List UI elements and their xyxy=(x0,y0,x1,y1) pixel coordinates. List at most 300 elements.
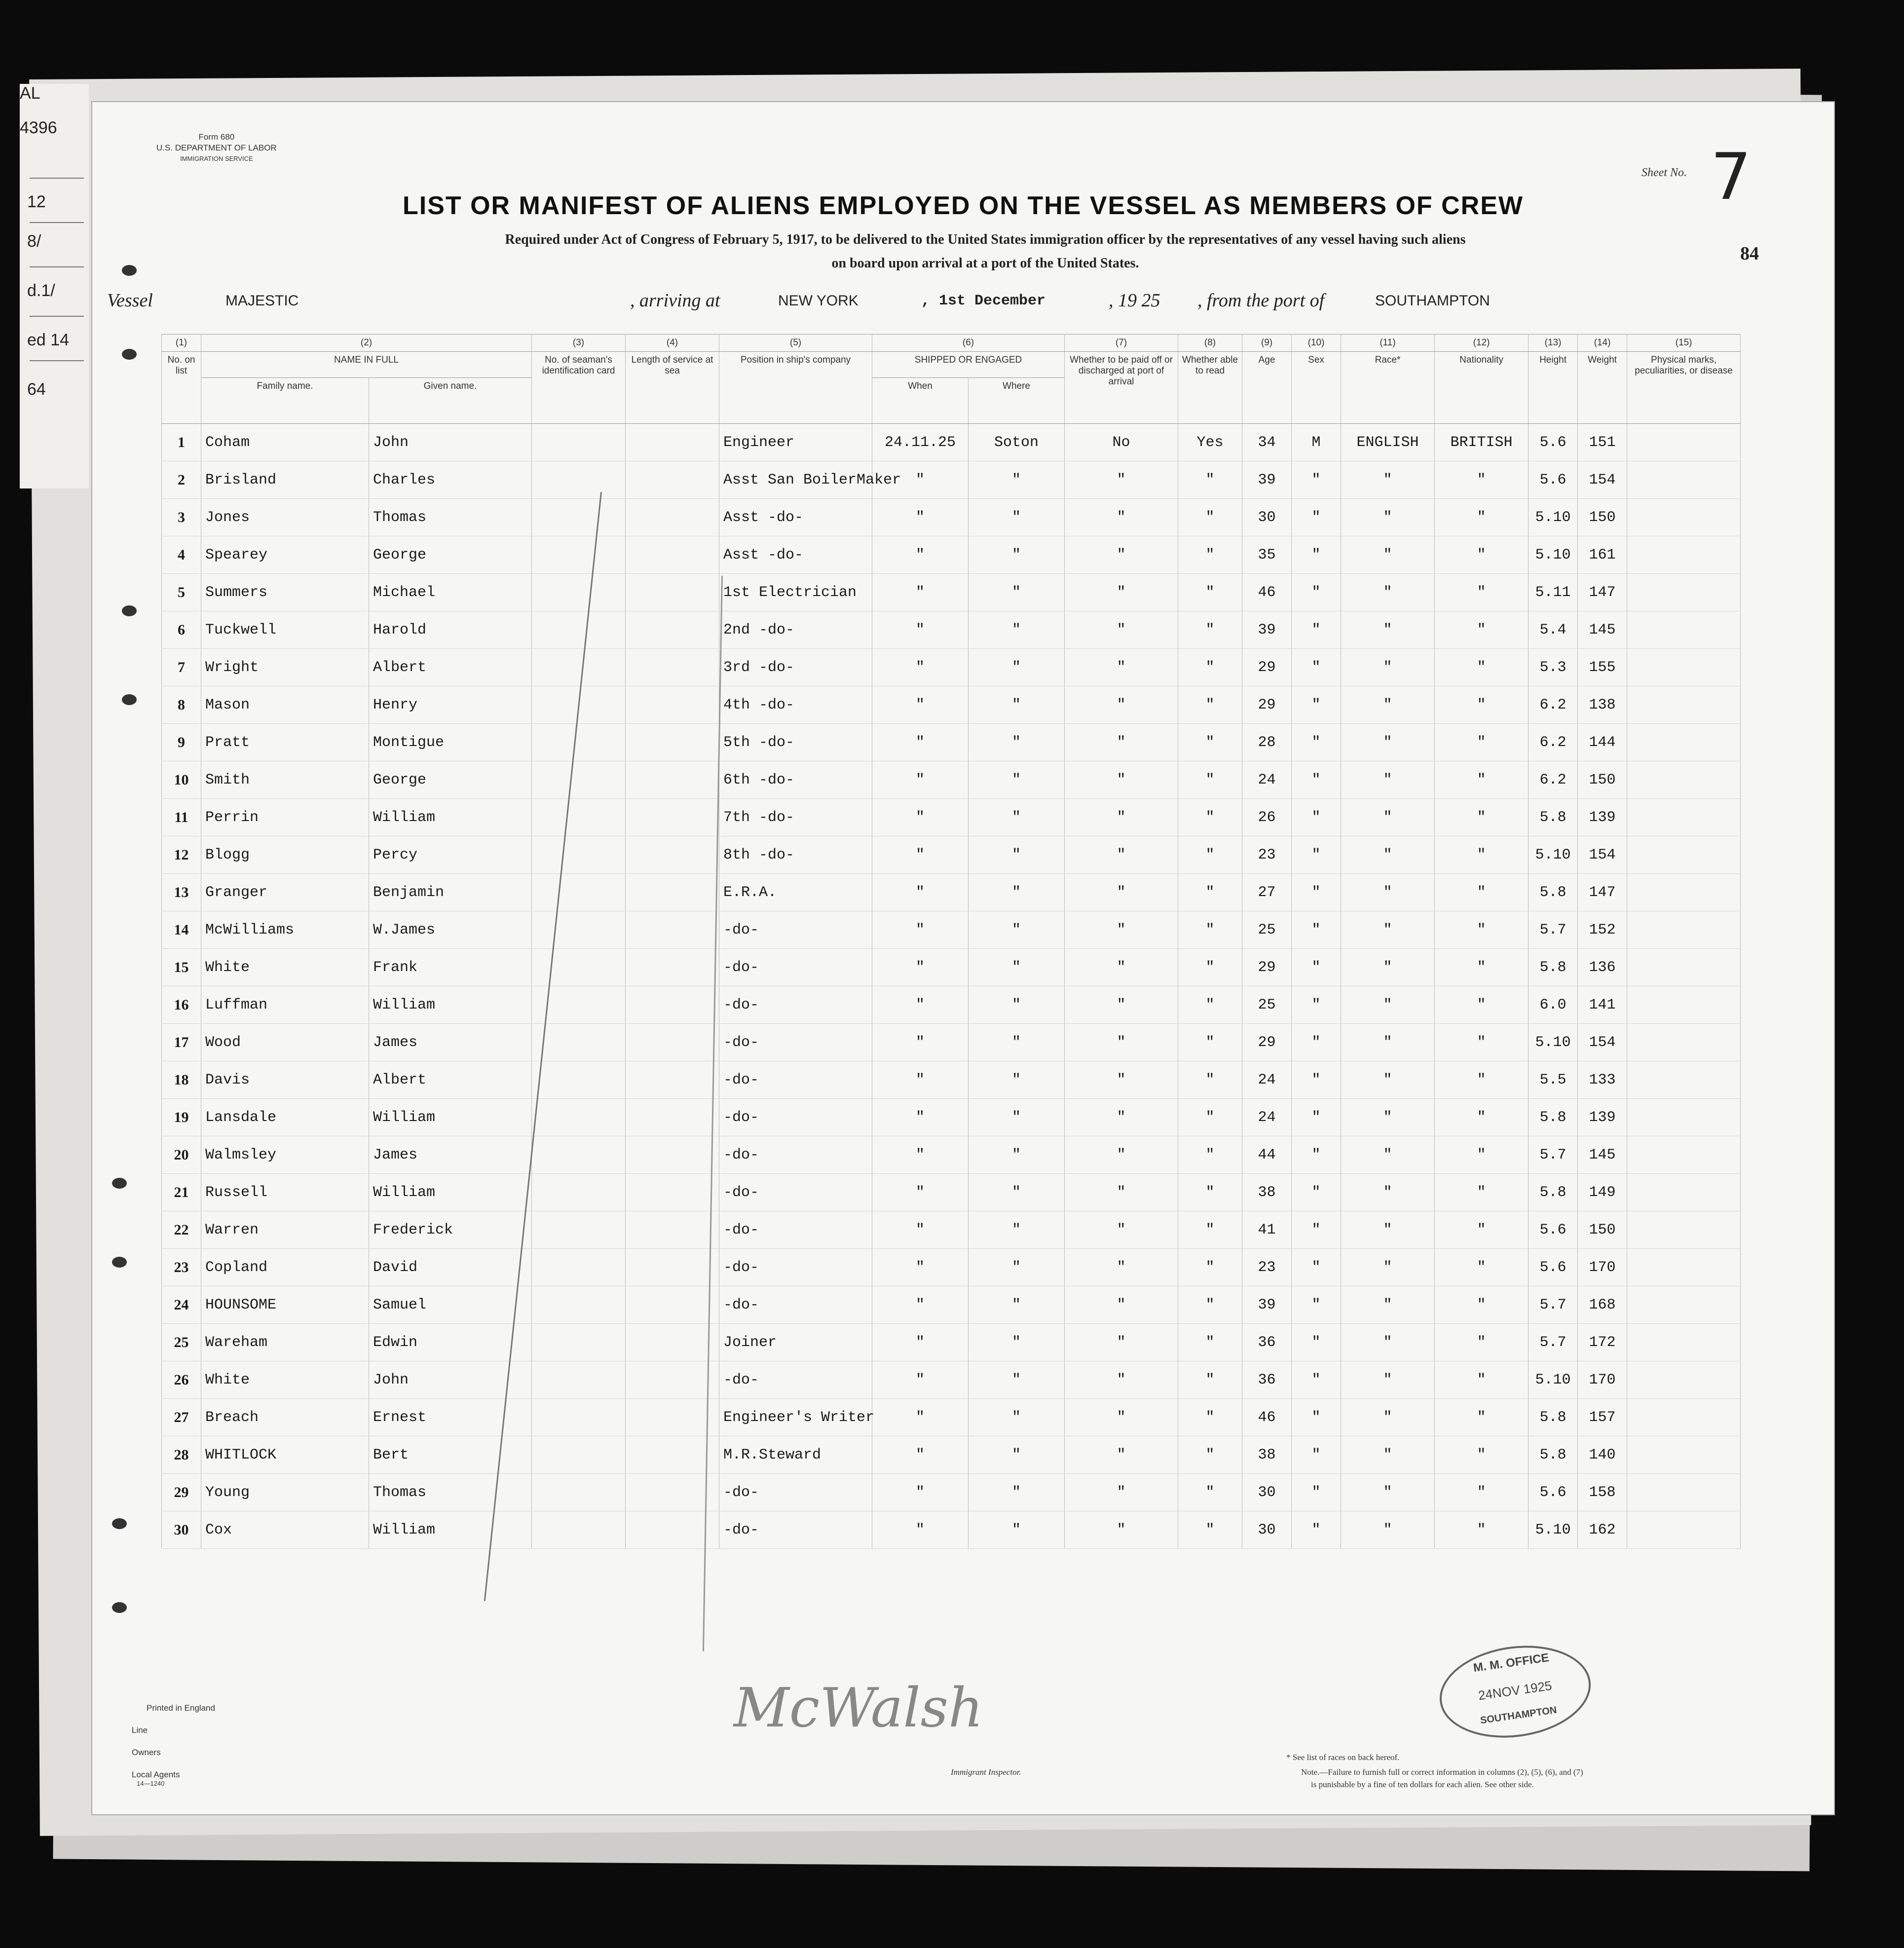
cell-when: " xyxy=(872,461,969,499)
cell-id-card xyxy=(532,1249,626,1286)
cell-nationality: " xyxy=(1435,574,1529,611)
cell-where: " xyxy=(969,911,1065,949)
cell-sex: " xyxy=(1292,874,1341,911)
table-row xyxy=(162,1399,1741,1436)
cell-given: Samuel xyxy=(369,1286,532,1324)
cell-position: 1st Electrician xyxy=(719,574,872,611)
cell-family: McWilliams xyxy=(201,911,369,949)
cell-length xyxy=(626,761,719,799)
cell-when: " xyxy=(872,536,969,574)
edge-text: 4396 xyxy=(20,118,57,137)
cell-length xyxy=(626,986,719,1024)
cell-when: " xyxy=(872,1399,969,1436)
cell-sex: " xyxy=(1292,724,1341,761)
subtitle-line-1: Required under Act of Congress of February 5, 1917, to be delivered to the United States immigration officer by the representatives of any vessel having such aliens xyxy=(505,232,1466,247)
cell-marks xyxy=(1627,761,1741,799)
cell-family: Spearey xyxy=(201,536,369,574)
cell-where: " xyxy=(969,836,1065,874)
cell-no: 21 xyxy=(162,1174,201,1211)
cell-position: -do- xyxy=(719,1361,872,1399)
cell-age: 38 xyxy=(1242,1436,1292,1474)
cell-paid: " xyxy=(1065,1511,1178,1549)
cell-paid: " xyxy=(1065,536,1178,574)
cell-family: Summers xyxy=(201,574,369,611)
cell-length xyxy=(626,611,719,649)
cell-where: " xyxy=(969,1324,1065,1361)
binding-hole xyxy=(112,1518,127,1529)
cell-given: Thomas xyxy=(369,499,532,536)
cell-race: " xyxy=(1341,1099,1435,1136)
cell-paid: " xyxy=(1065,724,1178,761)
cell-sex: M xyxy=(1292,424,1341,461)
cell-family: Russell xyxy=(201,1174,369,1211)
cell-nationality: " xyxy=(1435,1024,1529,1061)
service: IMMIGRATION SERVICE xyxy=(180,155,253,162)
cell-paid: " xyxy=(1065,611,1178,649)
cell-id-card xyxy=(532,911,626,949)
cell-nationality: BRITISH xyxy=(1435,424,1529,461)
cell-weight: 151 xyxy=(1578,424,1627,461)
cell-sex: " xyxy=(1292,574,1341,611)
table-row xyxy=(162,761,1741,799)
cell-weight: 154 xyxy=(1578,836,1627,874)
cell-when: " xyxy=(872,1361,969,1399)
cell-no: 16 xyxy=(162,986,201,1024)
cell-height: 5.8 xyxy=(1529,1399,1578,1436)
cell-marks xyxy=(1627,949,1741,986)
cell-paid: " xyxy=(1065,574,1178,611)
cell-height: 5.10 xyxy=(1529,836,1578,874)
header-given: Given name. xyxy=(369,378,532,424)
table-row xyxy=(162,1361,1741,1399)
cell-family: White xyxy=(201,949,369,986)
cell-when: " xyxy=(872,649,969,686)
cell-paid: " xyxy=(1065,1399,1178,1436)
cell-age: 30 xyxy=(1242,499,1292,536)
cell-height: 5.8 xyxy=(1529,1099,1578,1136)
cell-no: 20 xyxy=(162,1136,201,1174)
cell-no: 27 xyxy=(162,1399,201,1436)
table-row xyxy=(162,1211,1741,1249)
table-row xyxy=(162,611,1741,649)
cell-no: 8 xyxy=(162,686,201,724)
cell-length xyxy=(626,1399,719,1436)
cell-weight: 170 xyxy=(1578,1361,1627,1399)
cell-no: 29 xyxy=(162,1474,201,1511)
cell-when: " xyxy=(872,574,969,611)
cell-given: William xyxy=(369,1174,532,1211)
cell-where: " xyxy=(969,761,1065,799)
table-row xyxy=(162,1061,1741,1099)
cell-race: " xyxy=(1341,1061,1435,1099)
cell-where: " xyxy=(969,686,1065,724)
cell-sex: " xyxy=(1292,1136,1341,1174)
cell-when: " xyxy=(872,1249,969,1286)
arrival-year: , 19 25 xyxy=(1109,290,1160,311)
cell-length xyxy=(626,724,719,761)
cell-age: 26 xyxy=(1242,799,1292,836)
cell-when: " xyxy=(872,1024,969,1061)
cell-sex: " xyxy=(1292,1474,1341,1511)
cell-sex: " xyxy=(1292,761,1341,799)
cell-age: 29 xyxy=(1242,1024,1292,1061)
cell-read: " xyxy=(1178,799,1242,836)
binding-hole xyxy=(122,605,137,616)
cell-age: 25 xyxy=(1242,986,1292,1024)
cell-paid: " xyxy=(1065,1099,1178,1136)
cell-nationality: " xyxy=(1435,686,1529,724)
subtitle-line-2: on board upon arrival at a port of the United States. xyxy=(831,256,1139,271)
cell-read: " xyxy=(1178,874,1242,911)
header-family: Family name. xyxy=(201,378,369,424)
header-sex: Sex xyxy=(1292,352,1341,424)
cell-paid: " xyxy=(1065,986,1178,1024)
cell-weight: 152 xyxy=(1578,911,1627,949)
cell-position: 4th -do- xyxy=(719,686,872,724)
cell-id-card xyxy=(532,536,626,574)
cell-family: Davis xyxy=(201,1061,369,1099)
cell-where: " xyxy=(969,1399,1065,1436)
cell-marks xyxy=(1627,1286,1741,1324)
page-title: LIST OR MANIFEST OF ALIENS EMPLOYED ON THE VESSEL AS MEMBERS OF CREW xyxy=(403,191,1524,220)
cell-no: 13 xyxy=(162,874,201,911)
cell-marks xyxy=(1627,1511,1741,1549)
cell-when: " xyxy=(872,499,969,536)
vessel-name: MAJESTIC xyxy=(225,293,299,309)
cell-nationality: " xyxy=(1435,649,1529,686)
cell-when: " xyxy=(872,1474,969,1511)
cell-paid: " xyxy=(1065,1436,1178,1474)
cell-id-card xyxy=(532,1474,626,1511)
cell-weight: 136 xyxy=(1578,949,1627,986)
cell-family: Lansdale xyxy=(201,1099,369,1136)
table-row xyxy=(162,949,1741,986)
cell-age: 35 xyxy=(1242,536,1292,574)
cell-paid: " xyxy=(1065,1174,1178,1211)
cell-length xyxy=(626,1099,719,1136)
table-row xyxy=(162,1286,1741,1324)
cell-height: 5.4 xyxy=(1529,611,1578,649)
header-shipped: SHIPPED OR ENGAGED xyxy=(872,352,1065,378)
cell-when: " xyxy=(872,1061,969,1099)
cell-where: " xyxy=(969,1136,1065,1174)
header-where: Where xyxy=(969,378,1065,424)
header-id-card: No. of seaman's identification card xyxy=(532,352,626,424)
cell-position: -do- xyxy=(719,1211,872,1249)
cell-weight: 168 xyxy=(1578,1286,1627,1324)
cell-id-card xyxy=(532,1361,626,1399)
cell-age: 27 xyxy=(1242,874,1292,911)
cell-race: " xyxy=(1341,1324,1435,1361)
cell-nationality: " xyxy=(1435,799,1529,836)
arrival-port: NEW YORK xyxy=(778,293,859,309)
cell-age: 23 xyxy=(1242,836,1292,874)
cell-sex: " xyxy=(1292,799,1341,836)
cell-read: " xyxy=(1178,686,1242,724)
cell-position: Asst San BoilerMaker xyxy=(719,461,872,499)
cell-when: " xyxy=(872,761,969,799)
cell-height: 5.6 xyxy=(1529,1249,1578,1286)
cell-position: -do- xyxy=(719,911,872,949)
col-number: (13) xyxy=(1529,335,1578,352)
agents-code: 14—1240 xyxy=(137,1780,165,1787)
table-row xyxy=(162,1324,1741,1361)
binding-hole xyxy=(122,265,137,276)
cell-position: -do- xyxy=(719,1249,872,1286)
cell-where: Soton xyxy=(969,424,1065,461)
arriving-label: , arriving at xyxy=(630,290,720,311)
cell-nationality: " xyxy=(1435,1099,1529,1136)
cell-marks xyxy=(1627,1099,1741,1136)
cell-marks xyxy=(1627,1399,1741,1436)
cell-where: " xyxy=(969,611,1065,649)
cell-when: " xyxy=(872,799,969,836)
cell-age: 36 xyxy=(1242,1361,1292,1399)
cell-when: " xyxy=(872,1286,969,1324)
cell-id-card xyxy=(532,1174,626,1211)
cell-marks xyxy=(1627,424,1741,461)
cell-age: 38 xyxy=(1242,1174,1292,1211)
cell-id-card xyxy=(532,574,626,611)
cell-read: " xyxy=(1178,1474,1242,1511)
cell-weight: 139 xyxy=(1578,799,1627,836)
cell-length xyxy=(626,424,719,461)
table-row xyxy=(162,424,1741,461)
cell-when: " xyxy=(872,686,969,724)
inspector-signature: McWalsh xyxy=(734,1676,983,1739)
cell-read: " xyxy=(1178,1511,1242,1549)
cell-length xyxy=(626,1286,719,1324)
cell-no: 22 xyxy=(162,1211,201,1249)
cell-read: " xyxy=(1178,761,1242,799)
cell-family: Mason xyxy=(201,686,369,724)
cell-length xyxy=(626,536,719,574)
cell-paid: " xyxy=(1065,1324,1178,1361)
cell-height: 5.6 xyxy=(1529,424,1578,461)
form-number: Form 680 xyxy=(198,132,235,142)
cell-id-card xyxy=(532,424,626,461)
cell-paid: " xyxy=(1065,874,1178,911)
cell-no: 11 xyxy=(162,799,201,836)
cell-where: " xyxy=(969,949,1065,986)
cell-paid: " xyxy=(1065,1249,1178,1286)
cell-where: " xyxy=(969,1286,1065,1324)
cell-where: " xyxy=(969,461,1065,499)
cell-height: 5.7 xyxy=(1529,911,1578,949)
cell-sex: " xyxy=(1292,1511,1341,1549)
cell-height: 5.7 xyxy=(1529,1286,1578,1324)
cell-position: Asst -do- xyxy=(719,536,872,574)
cell-position: -do- xyxy=(719,1511,872,1549)
cell-where: " xyxy=(969,574,1065,611)
cell-paid: " xyxy=(1065,1136,1178,1174)
cell-id-card xyxy=(532,836,626,874)
from-label: , from the port of xyxy=(1197,290,1325,311)
sheet-label: Sheet No. xyxy=(1642,166,1687,179)
cell-length xyxy=(626,499,719,536)
subtitle xyxy=(319,228,1651,275)
cell-nationality: " xyxy=(1435,1324,1529,1361)
cell-sex: " xyxy=(1292,949,1341,986)
cell-when: " xyxy=(872,874,969,911)
cell-given: Bert xyxy=(369,1436,532,1474)
col-number: (15) xyxy=(1627,335,1741,352)
cell-sex: " xyxy=(1292,611,1341,649)
cell-weight: 162 xyxy=(1578,1511,1627,1549)
office-stamp xyxy=(1434,1636,1597,1747)
cell-paid: " xyxy=(1065,499,1178,536)
cell-position: -do- xyxy=(719,1286,872,1324)
cell-marks xyxy=(1627,574,1741,611)
cell-family: WHITLOCK xyxy=(201,1436,369,1474)
cell-given: Montigue xyxy=(369,724,532,761)
cell-when: " xyxy=(872,1174,969,1211)
cell-length xyxy=(626,1249,719,1286)
cell-age: 24 xyxy=(1242,761,1292,799)
cell-given: James xyxy=(369,1136,532,1174)
cell-marks xyxy=(1627,1061,1741,1099)
cell-read: " xyxy=(1178,1436,1242,1474)
header-length: Length of service at sea xyxy=(626,352,719,424)
cell-family: Tuckwell xyxy=(201,611,369,649)
cell-no: 17 xyxy=(162,1024,201,1061)
cell-age: 34 xyxy=(1242,424,1292,461)
cell-race: " xyxy=(1341,1474,1435,1511)
table-row xyxy=(162,799,1741,836)
cell-sex: " xyxy=(1292,1099,1341,1136)
cell-sex: " xyxy=(1292,1399,1341,1436)
table-row xyxy=(162,499,1741,536)
binding-hole xyxy=(112,1178,127,1189)
cell-height: 5.8 xyxy=(1529,949,1578,986)
cell-when: " xyxy=(872,949,969,986)
cell-position: -do- xyxy=(719,1061,872,1099)
cell-given: Charles xyxy=(369,461,532,499)
cell-given: Michael xyxy=(369,574,532,611)
cell-given: Albert xyxy=(369,1061,532,1099)
cell-read: " xyxy=(1178,461,1242,499)
cell-id-card xyxy=(532,1511,626,1549)
table-row xyxy=(162,649,1741,686)
cell-family: HOUNSOME xyxy=(201,1286,369,1324)
header-race: Race* xyxy=(1341,352,1435,424)
cell-sex: " xyxy=(1292,1324,1341,1361)
cell-family: Smith xyxy=(201,761,369,799)
cell-id-card xyxy=(532,1211,626,1249)
col-number: (14) xyxy=(1578,335,1627,352)
edge-text: 64 xyxy=(27,380,46,399)
cell-where: " xyxy=(969,499,1065,536)
binding-hole xyxy=(122,694,137,705)
cell-paid: " xyxy=(1065,1061,1178,1099)
cell-age: 36 xyxy=(1242,1324,1292,1361)
cell-position: E.R.A. xyxy=(719,874,872,911)
cell-sex: " xyxy=(1292,461,1341,499)
cell-family: Jones xyxy=(201,499,369,536)
cell-nationality: " xyxy=(1435,461,1529,499)
cell-given: John xyxy=(369,424,532,461)
cell-length xyxy=(626,911,719,949)
cell-marks xyxy=(1627,1174,1741,1211)
cell-weight: 154 xyxy=(1578,461,1627,499)
cell-position: -do- xyxy=(719,1174,872,1211)
line-label: Line xyxy=(132,1725,148,1735)
cell-nationality: " xyxy=(1435,1474,1529,1511)
cell-race: " xyxy=(1341,1136,1435,1174)
cell-length xyxy=(626,1024,719,1061)
cell-where: " xyxy=(969,724,1065,761)
cell-read: " xyxy=(1178,911,1242,949)
edge-text: 8/ xyxy=(27,232,41,251)
cell-height: 6.0 xyxy=(1529,986,1578,1024)
cell-weight: 140 xyxy=(1578,1436,1627,1474)
cell-given: William xyxy=(369,1099,532,1136)
cell-read: " xyxy=(1178,836,1242,874)
cell-id-card xyxy=(532,649,626,686)
cell-race: " xyxy=(1341,1024,1435,1061)
table-row xyxy=(162,1249,1741,1286)
cell-read: " xyxy=(1178,949,1242,986)
cell-given: W.James xyxy=(369,911,532,949)
cell-given: David xyxy=(369,1249,532,1286)
cell-marks xyxy=(1627,724,1741,761)
cell-family: Granger xyxy=(201,874,369,911)
cell-nationality: " xyxy=(1435,1436,1529,1474)
cell-race: " xyxy=(1341,949,1435,986)
cell-where: " xyxy=(969,1511,1065,1549)
cell-paid: " xyxy=(1065,649,1178,686)
cell-no: 2 xyxy=(162,461,201,499)
edge-text: ed 14 xyxy=(27,331,70,349)
cell-age: 30 xyxy=(1242,1474,1292,1511)
cell-nationality: " xyxy=(1435,1361,1529,1399)
cell-weight: 172 xyxy=(1578,1324,1627,1361)
cell-given: James xyxy=(369,1024,532,1061)
form-info xyxy=(156,132,277,164)
cell-when: " xyxy=(872,836,969,874)
table-row xyxy=(162,1474,1741,1511)
cell-nationality: " xyxy=(1435,1511,1529,1549)
cell-when: 24.11.25 xyxy=(872,424,969,461)
cell-no: 14 xyxy=(162,911,201,949)
cell-given: Edwin xyxy=(369,1324,532,1361)
cell-weight: 161 xyxy=(1578,536,1627,574)
cell-marks xyxy=(1627,686,1741,724)
cell-when: " xyxy=(872,611,969,649)
stamp-top: M. M. OFFICE xyxy=(1472,1650,1550,1675)
cell-length xyxy=(626,649,719,686)
cell-no: 10 xyxy=(162,761,201,799)
cell-id-card xyxy=(532,1286,626,1324)
cell-age: 25 xyxy=(1242,911,1292,949)
cell-position: 5th -do- xyxy=(719,724,872,761)
table-row xyxy=(162,1436,1741,1474)
cell-marks xyxy=(1627,499,1741,536)
cell-race: " xyxy=(1341,761,1435,799)
cell-weight: 150 xyxy=(1578,1211,1627,1249)
cell-race: ENGLISH xyxy=(1341,424,1435,461)
cell-position: M.R.Steward xyxy=(719,1436,872,1474)
cell-age: 41 xyxy=(1242,1211,1292,1249)
table-row xyxy=(162,1136,1741,1174)
cell-read: " xyxy=(1178,1174,1242,1211)
cell-family: Wareham xyxy=(201,1324,369,1361)
binding-hole xyxy=(112,1602,127,1613)
edge-text: AL xyxy=(20,84,40,103)
cell-marks xyxy=(1627,874,1741,911)
cell-position: -do- xyxy=(719,949,872,986)
cell-age: 46 xyxy=(1242,574,1292,611)
